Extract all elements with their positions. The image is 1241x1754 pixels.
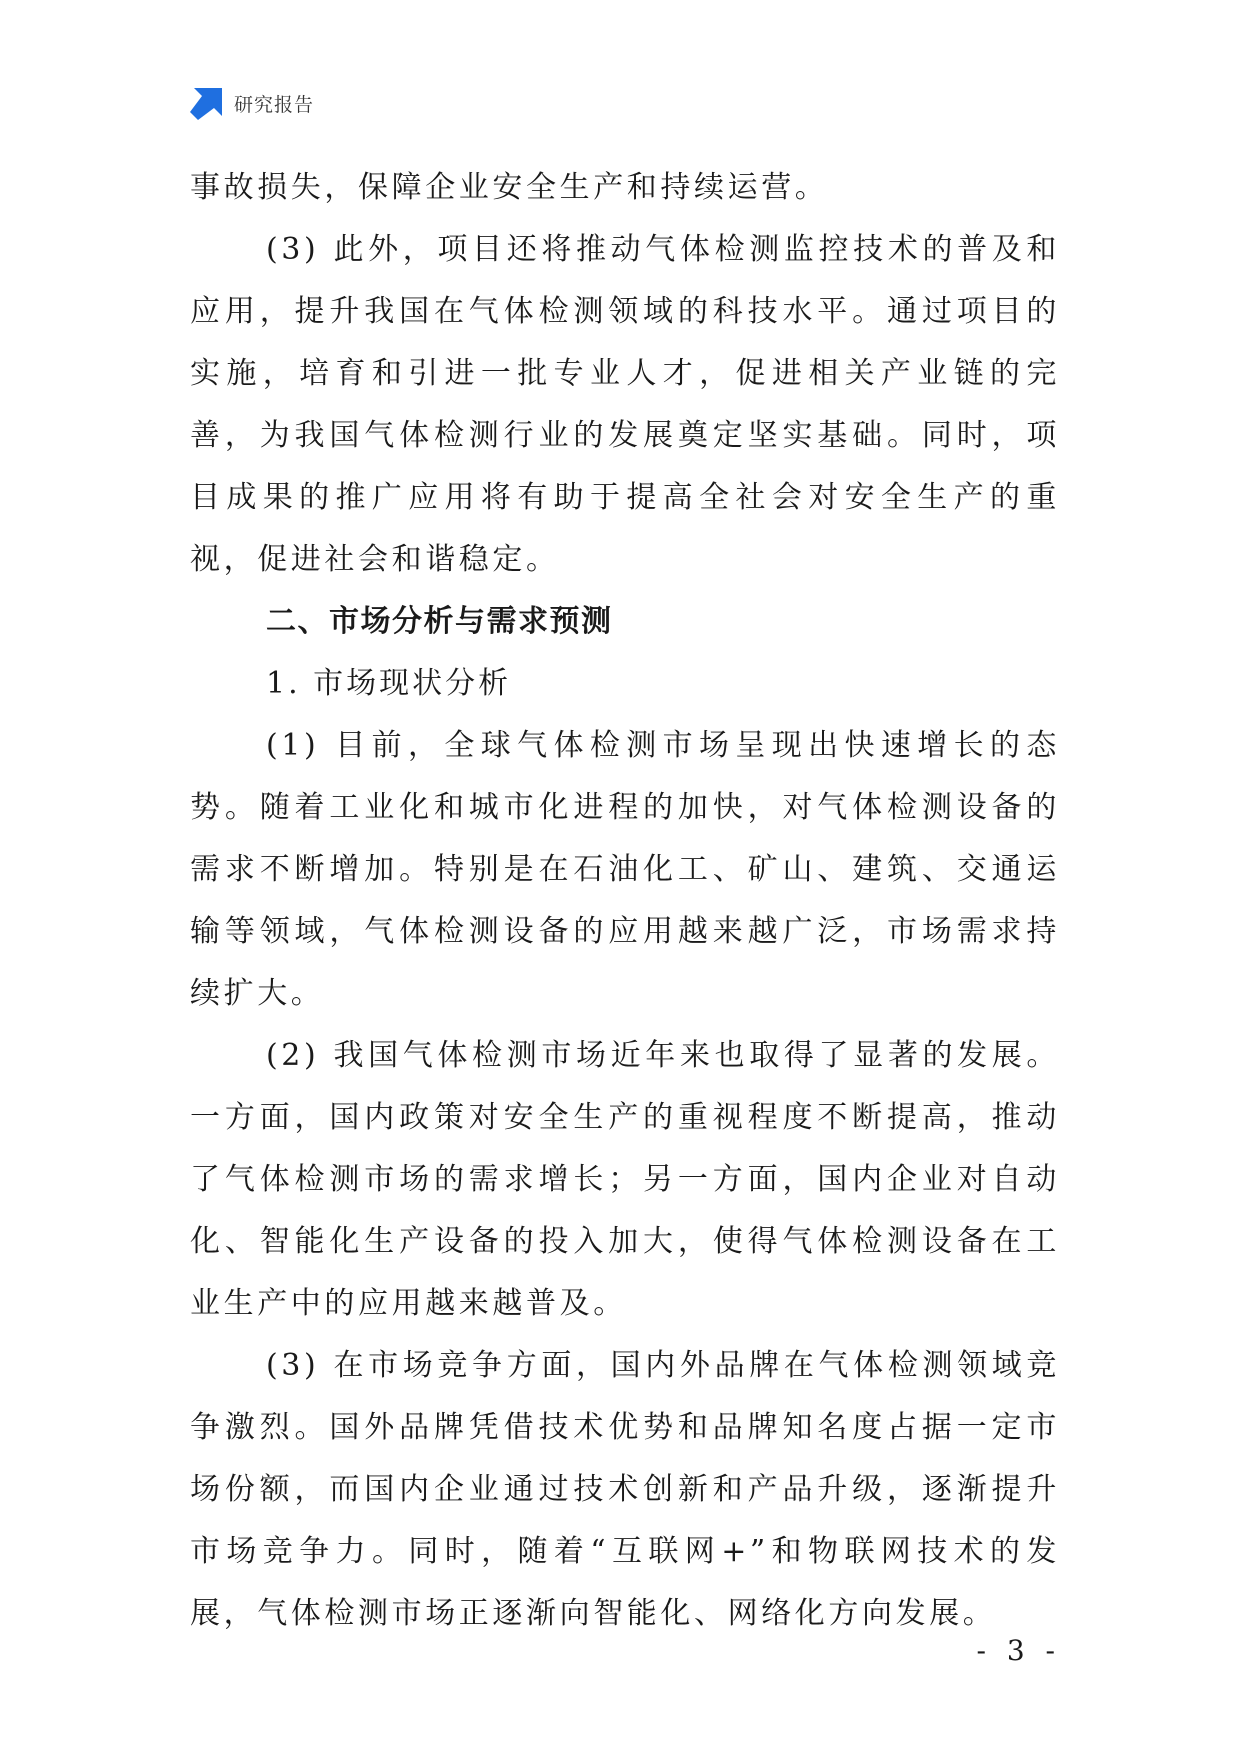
subsection-heading: 1. 市场现状分析 bbox=[266, 666, 512, 701]
paragraph-item-3: (3) 此外，项目还将推动气体检测监控技术的普及和应用，提升我国在气体检测领域的科技水平。通过项目的实施，培育和引进一批专业人才，促进相关产业链的完善，为我国气体检测行业的发展奠定坚实基础。同时，项目成果的推广应用将有助于提高全社会对安全生产的重视，促进社会和谐稳定。 bbox=[190, 232, 1060, 577]
report-header bbox=[190, 86, 314, 120]
paragraph-continuation: 事故损失，保障企业安全生产和持续运营。 bbox=[190, 170, 829, 205]
header-title: 研究报告 bbox=[234, 93, 315, 116]
paragraph-market-1: (1) 目前，全球气体检测市场呈现出快速增长的态势。随着工业化和城市化进程的加快，对气体检测设备的需求不断增加。特别是在石油化工、矿山、建筑、交通运输等领域，气体检测设备的应用越来越广泛，市场需求持续扩大。 bbox=[190, 728, 1060, 1011]
page-number: - 3 - bbox=[976, 1634, 1061, 1667]
paragraph-market-2: (2) 我国气体检测市场近年来也取得了显著的发展。一方面，国内政策对安全生产的重视程度不断提高，推动了气体检测市场的需求增长；另一方面，国内企业对自动化、智能化生产设备的投入加大，使得气体检测设备在工业生产中的应用越来越普及。 bbox=[190, 1038, 1060, 1321]
arrow-up-right-icon bbox=[190, 86, 224, 120]
section-heading: 二、市场分析与需求预测 bbox=[266, 604, 613, 639]
document-body bbox=[190, 157, 1060, 1645]
paragraph-market-3: (3) 在市场竞争方面，国内外品牌在气体检测领域竞争激烈。国外品牌凭借技术优势和品牌知名度占据一定市场份额，而国内企业通过技术创新和产品升级，逐渐提升市场竞争力。同时，随着“互联网+”和物联网技术的发展，气体检测市场正逐渐向智能化、网络化方向发展。 bbox=[190, 1348, 1060, 1631]
